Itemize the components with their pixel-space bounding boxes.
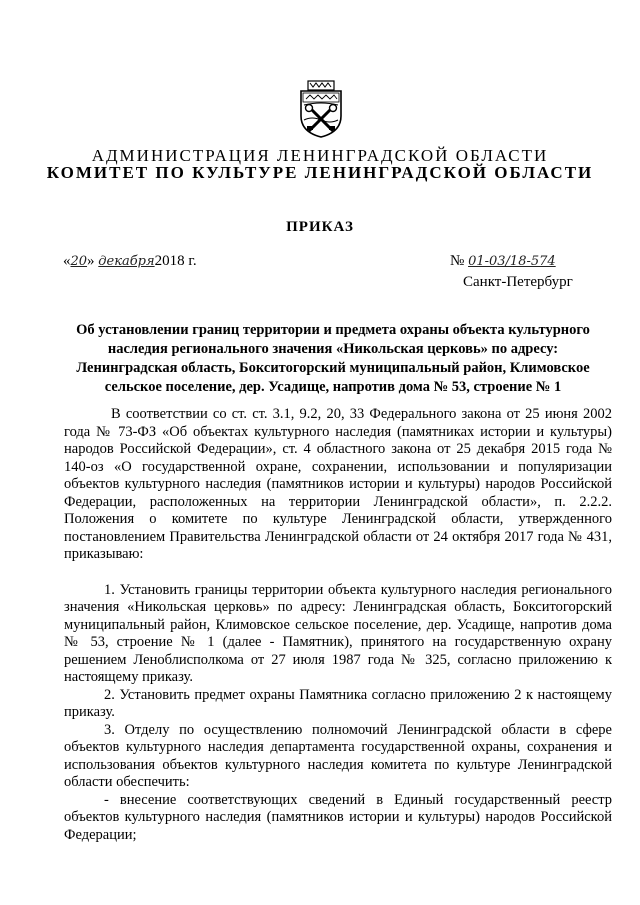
- clause-3-subitem: - внесение соответствующих сведений в Единый государственный реестр объектов культурного наследия (памятников истории и культуры) народов Российской Федерации;: [64, 791, 612, 843]
- date-quote-close: »: [87, 253, 95, 269]
- order-number: [450, 253, 556, 270]
- coat-of-arms-icon: [298, 80, 344, 138]
- document-type-title: ПРИКАЗ: [286, 219, 354, 235]
- date-month: декабря: [98, 254, 155, 269]
- paragraph-gap: [64, 564, 612, 582]
- organization-name: АДМИНИСТРАЦИЯ ЛЕНИНГРАДСКОЙ ОБЛАСТИ: [91, 146, 549, 165]
- clause-3: 3. Отделу по осуществлению полномочий Ленинградской области в сфере объектов культурного наследия департамента государственной охраны, сохранения и использования объектов культурного наследия комитета по культуре Ленинградской области обеспечить:: [64, 721, 612, 790]
- preamble-paragraph: В соответствии со ст. ст. 3.1, 9.2, 20, 33 Федерального закона от 25 июня 2002 года № 73-ФЗ «Об объектах культурного наследия (памятниках истории и культуры) народов Российской Федерации», ст. 4 областного закона от 25 декабря 2015 года № 140-оз «О государственной охране, сохранении, использовании и популяризации объектов культурного наследия (памятников истории и культуры) народов Российской Федерации, расположенных на территории Ленинградской области», п. 2.2.2. Положения о комитете по культуре Ленинградской области, утвержденного постановлением Правительства Ленинградской области от 24 октября 2017 года № 431, приказываю:: [64, 406, 612, 562]
- number-value: 01-03/18-574: [468, 254, 556, 269]
- place-of-issue: Санкт-Петербург: [463, 274, 573, 290]
- committee-name: КОМИТЕТ ПО КУЛЬТУРЕ ЛЕНИНГРАДСКОЙ ОБЛАСТИ: [46, 163, 594, 182]
- order-body: [64, 406, 612, 844]
- date-year: 2018 г.: [154, 253, 197, 269]
- date-day: 20: [70, 254, 88, 269]
- clause-2: 2. Установить предмет охраны Памятника согласно приложению 2 к настоящему приказу.: [64, 686, 612, 720]
- number-prefix: №: [450, 253, 465, 269]
- order-date: [63, 253, 197, 270]
- date-quote-open: «: [63, 253, 71, 269]
- clause-1: 1. Установить границы территории объекта культурного наследия регионального значения «Никольская церковь» по адресу: Ленинградская область, Бокситогорский муниципальный район, Климовское сельское поселение, дер. Усадище, напротив дома № 53, строение № 1 (далее - Памятник), принятого на государственную охрану решением Леноблисполкома от 27 июля 1987 года № 325, согласно приложению к настоящему приказу.: [64, 581, 612, 685]
- order-heading: Об установлении границ территории и предмета охраны объекта культурного наследия регионального значения «Никольская церковь» по адресу: Ленинградская область, Бокситогорский муниципальный район, Климовское сельское поселение, дер. Усадище, напротив дома № 53, строение № 1: [76, 322, 590, 395]
